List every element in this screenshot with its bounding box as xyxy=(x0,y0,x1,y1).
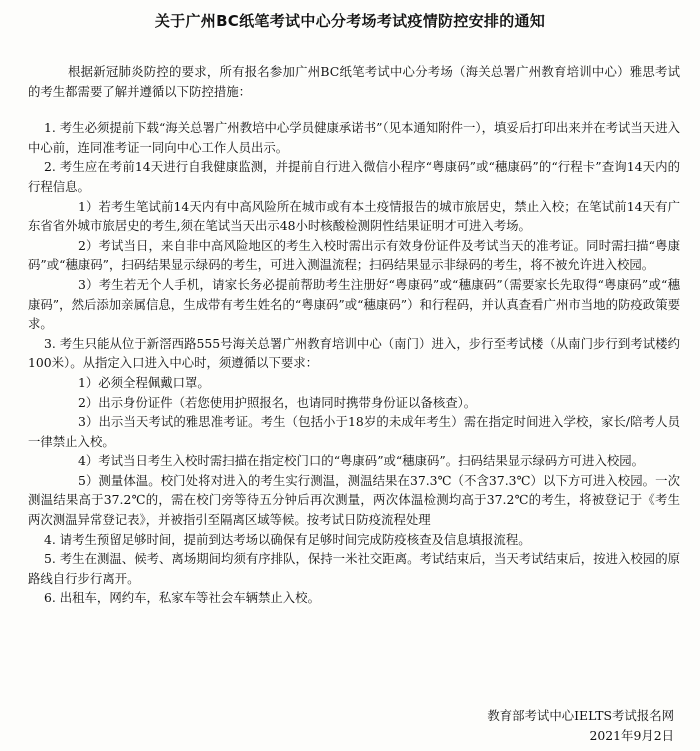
issue-date: 2021年9月2日 xyxy=(589,728,674,743)
notice-title: 关于广州BC纸笔考试中心分考场考试疫情防控安排的通知 xyxy=(154,12,546,30)
item-2: 2. 考生应在考前14天进行自我健康监测，并提前自行进入微信小程序“粤康码”或“穗康码”的“行程卡”查询14天内的行程信息。 xyxy=(28,159,680,194)
item-5: 5. 考生在测温、候考、离场期间均须有序排队，保持一米社交距离。考试结束后，当天考试结束后，按进入校园的原路线自行步行离开。 xyxy=(28,551,680,586)
intro-paragraph: 根据新冠肺炎防控的要求，所有报名参加广州BC纸笔考试中心分考场（海关总署广州教育培训中心）雅思考试的考生都需要了解并遵循以下防控措施： xyxy=(28,64,680,99)
signature-block xyxy=(487,706,674,746)
notice-body xyxy=(28,62,680,608)
item-6: 6. 出租车，网约车，私家车等社会车辆禁止入校。 xyxy=(44,590,320,606)
item-3: 3. 考生只能从位于新滘西路555号海关总署广州教育培训中心（南门）进入，步行至考试楼（从南门步行到考试楼约100米）。从指定入口进入中心时，须遵循以下要求： xyxy=(28,335,680,371)
item-2-sub-1: 1）若考生笔试前14天内有中高风险所在城市或有本土疫情报告的城市旅居史，禁止入校；在笔试前14天有广东省省外城市旅居史的考生,须在笔试当天出示48小时核酸检测阴性结果证明才可进入考场。 xyxy=(28,198,680,234)
item-3-sub-3: 3）出示当天考试的雅思准考证。考生（包括小于18岁的未成年考生）需在指定时间进入学校，家长/陪考人员一律禁止入校。 xyxy=(28,414,680,449)
item-4: 4. 请考生预留足够时间，提前到达考场以确保有足够时间完成防疫核查及信息填报流程。 xyxy=(44,531,531,547)
item-3-sub-2: 2）出示身份证件（若您使用护照报名，也请同时携带身份证以备核查）。 xyxy=(78,394,477,410)
item-3-sub-4: 4）考试当日考生入校时需扫描在指定校门口的“粤康码”或“穗康码”。扫码结果显示绿码方可进入校园。 xyxy=(78,453,645,469)
issuer: 教育部考试中心IELTS考试报名网 xyxy=(487,708,674,723)
item-2-sub-2: 2）考试当日，来自非中高风险地区的考生入校时需出示有效身份证件及考试当天的准考证。同时需扫描“粤康码”或“穗康码”，扫码结果显示绿码的考生，可进入测温流程；扫码结果显示非绿码的考生，将不被允许进入校园。 xyxy=(28,237,680,273)
item-3-sub-5: 5）测量体温。校门处将对进入的考生实行测温，测温结果在37.3℃（不含37.3℃）以下方可进入校园。一次测温结果高于37.2℃的，需在校门旁等待五分钟后再次测量，两次体温检测均高于37.2℃的考生，将被登记于《考生两次测温异常登记表》，并被指引至隔离区域等候。按考试日防疫流程处理 xyxy=(28,472,680,528)
item-2-sub-3: 3）考生若无个人手机，请家长务必提前帮助考生注册好“粤康码”或“穗康码”（需要家长先取得“粤康码”或“穗康码”，然后添加亲属信息，生成带有考生姓名的“粤康码”或“穗康码”）和行程码，并认真查看广州市当地的防疫政策要求。 xyxy=(28,276,680,332)
item-3-sub-1: 1）必须全程佩戴口罩。 xyxy=(78,374,210,390)
item-1: 1. 考生必须提前下载“海关总署广州教培中心学员健康承诺书”（见本通知附件一），填妥后打印出来并在考试当天进入中心前，连同准考证一同向中心工作人员出示。 xyxy=(28,120,680,155)
